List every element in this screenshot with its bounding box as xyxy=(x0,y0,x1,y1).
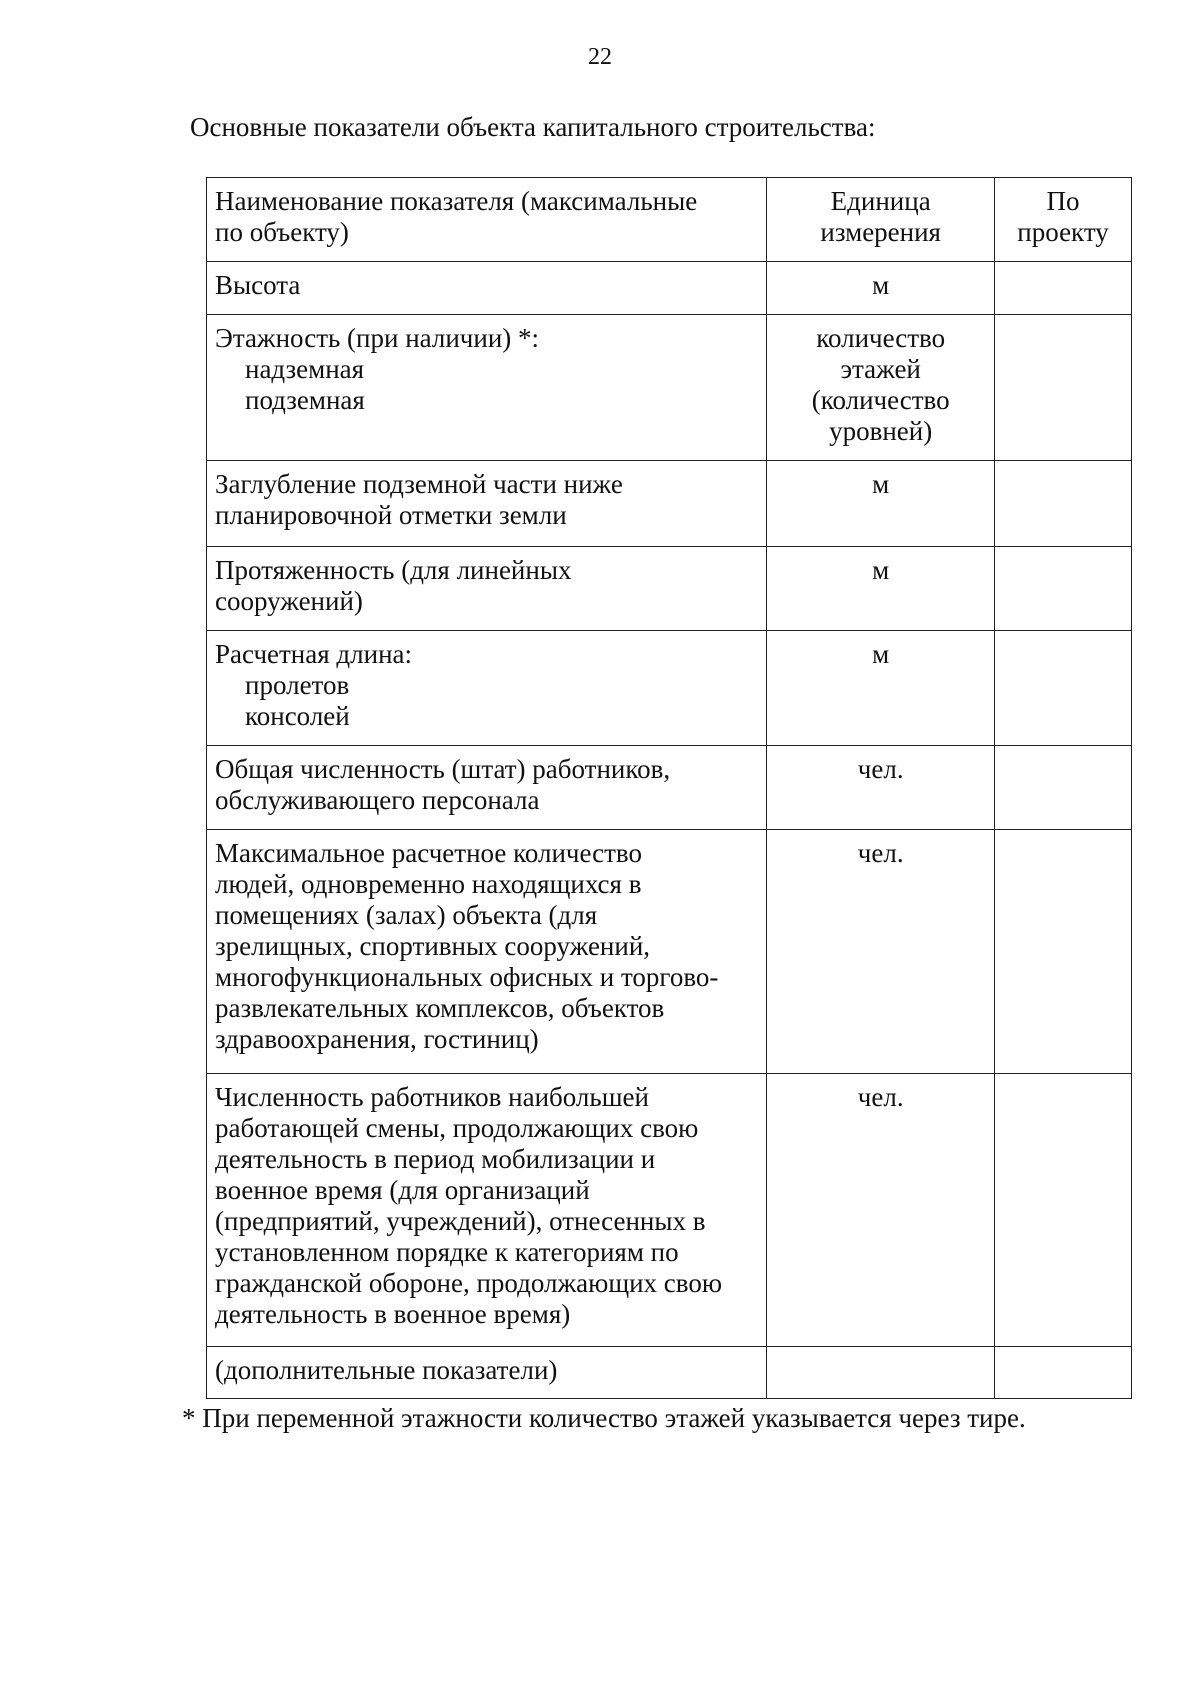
row-name: Численность работников наибольшей работающей смены, продолжающих свою деятельность в период мобилизации и военное время (для организаций (предприятий, учреждений), отнесенных в установленном порядке к категориям по гражданской обороне, продолжающих свою деятельность в военное время) xyxy=(207,1074,767,1347)
table-row xyxy=(207,1347,1132,1399)
page-number: 22 xyxy=(588,44,612,70)
row-name: (дополнительные показатели) xyxy=(207,1347,767,1399)
row-value xyxy=(995,262,1132,315)
row-name: Протяженность (для линейных сооружений) xyxy=(207,547,767,631)
header-indicator-name: Наименование показателя (максимальные по объекту) xyxy=(207,178,767,262)
row-name: Заглубление подземной части ниже планировочной отметки земли xyxy=(207,461,767,547)
row-unit: м xyxy=(767,631,995,746)
row-unit: м xyxy=(767,461,995,547)
table-row xyxy=(207,631,1132,746)
table-row xyxy=(207,1074,1132,1347)
header-project: По проекту xyxy=(995,178,1132,262)
row-value xyxy=(995,830,1132,1074)
row-unit: чел. xyxy=(767,1074,995,1347)
row-value xyxy=(995,1074,1132,1347)
row-value xyxy=(995,1347,1132,1399)
table-row xyxy=(207,830,1132,1074)
table-header-row xyxy=(207,178,1132,262)
table-row xyxy=(207,746,1132,830)
row-unit xyxy=(767,1347,995,1399)
row-unit: м xyxy=(767,547,995,631)
section-heading: Основные показатели объекта капитального строительства: xyxy=(190,112,876,142)
table-row xyxy=(207,461,1132,547)
row-unit: количество этажей (количество уровней) xyxy=(767,315,995,461)
table-row xyxy=(207,315,1132,461)
row-name: Расчетная длина: пролетов консолей xyxy=(207,631,767,746)
row-value xyxy=(995,631,1132,746)
row-value xyxy=(995,746,1132,830)
header-unit: Единица измерения xyxy=(767,178,995,262)
footnote: * При переменной этажности количество этажей указывается через тире. xyxy=(182,1403,1026,1433)
row-unit: чел. xyxy=(767,746,995,830)
row-value xyxy=(995,315,1132,461)
row-value xyxy=(995,547,1132,631)
indicators-table xyxy=(206,177,1132,1399)
row-name: Общая численность (штат) работников, обслуживающего персонала xyxy=(207,746,767,830)
table-row xyxy=(207,547,1132,631)
row-name: Этажность (при наличии) *: надземная подземная xyxy=(207,315,767,461)
table-row xyxy=(207,262,1132,315)
row-unit: м xyxy=(767,262,995,315)
row-name: Высота xyxy=(207,262,767,315)
row-name: Максимальное расчетное количество людей, одновременно находящихся в помещениях (залах) объекта (для зрелищных, спортивных сооружений, многофункциональных офисных и торгово- развлекательных комплексов, объектов здравоохранения, гостиниц) xyxy=(207,830,767,1074)
row-value xyxy=(995,461,1132,547)
row-unit: чел. xyxy=(767,830,995,1074)
